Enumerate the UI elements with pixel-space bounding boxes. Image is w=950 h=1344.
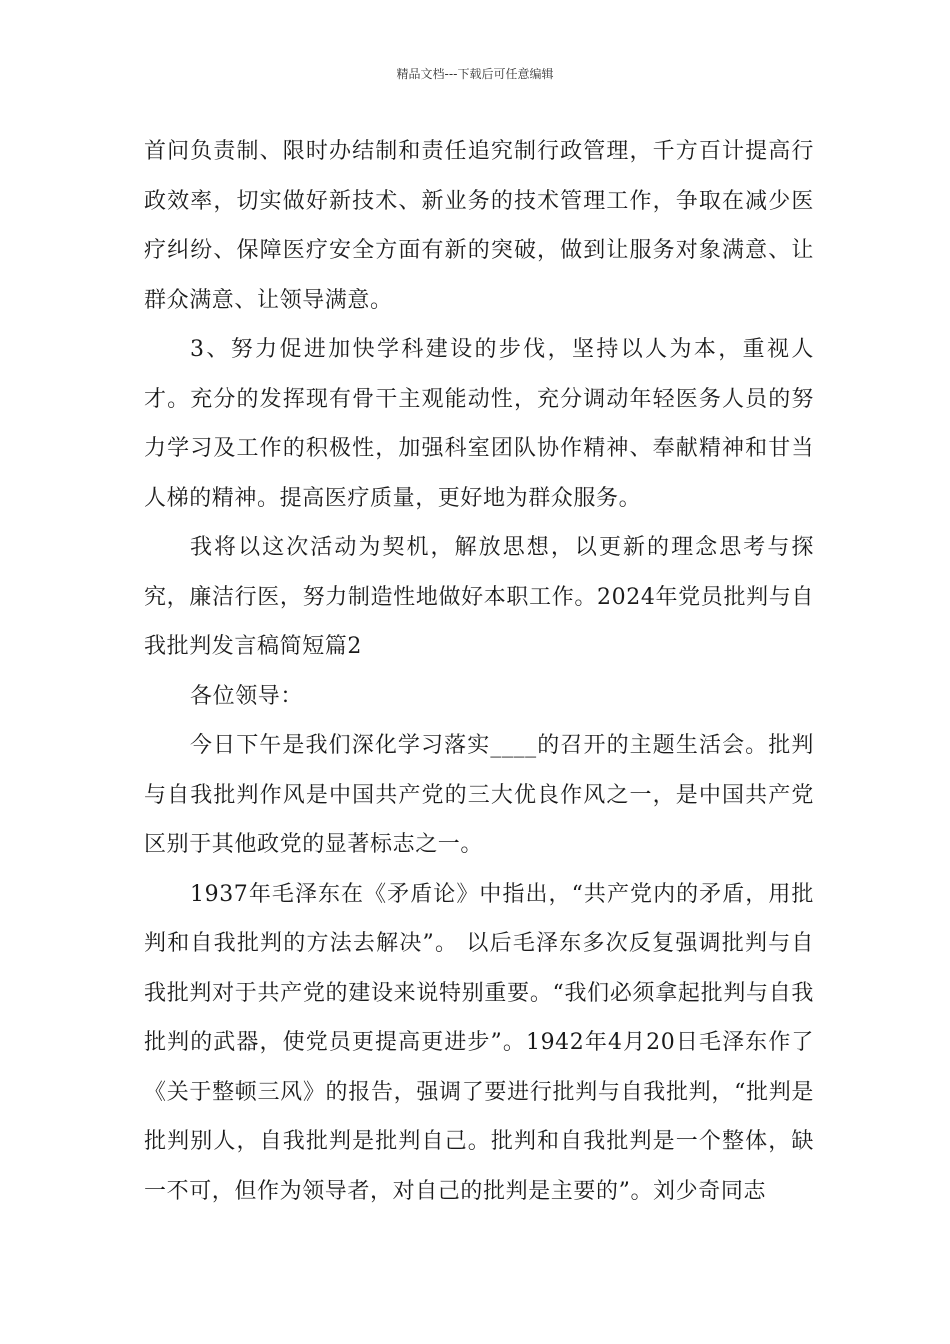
paragraph-item-3: 3、努力促进加快学科建设的步伐，坚持以人为本，重视人才。充分的发挥现有骨干主观能动性，充分调动年轻医务人员的努力学习及工作的积极性，加强科室团队协作精神、奉献精神和甘当人梯的精神。提高医疗质量，更好地为群众服务。	[144, 337, 814, 511]
paragraph-intro: 今日下午是我们深化学习落实____的召开的主题生活会。批判与自我批判作风是中国共产党的三大优良作风之一，是中国共产党区别于其他政党的显著标志之一。	[144, 733, 814, 857]
paragraph-history: 1937年毛泽东在《矛盾论》中指出，“共产党内的矛盾，用批判和自我批判的方法去解决”。 以后毛泽东多次反复强调批判与自我批判对于共产党的建设来说特别重要。“我们必须拿起批判与自我批判的武器，使党员更提高更进步”。1942年4月20日毛泽东作了《关于整顿三风》的报告，强调了要进行批判与自我批判，“批判是批判别人，自我批判是批判自己。批判和自我批判是一个整体，缺一不可，但作为领导者，对自己的批判是主要的”。刘少奇同志	[144, 881, 814, 1204]
page-header: 精品文档---下载后可任意编辑	[396, 67, 554, 81]
paragraph-closing: 我将以这次活动为契机，解放思想，以更新的理念思考与探究，廉洁行医，努力制造性地做好本职工作。2024年党员批判与自我批判发言稿简短篇2	[144, 535, 814, 659]
salutation: 各位领导：	[190, 683, 304, 709]
paragraph-continuation: 首问负责制、限时办结制和责任追究制行政管理，千方百计提高行政效率，切实做好新技术、新业务的技术管理工作，争取在减少医疗纠纷、保障医疗安全方面有新的突破，做到让服务对象满意、让群众满意、让领导满意。	[144, 139, 814, 313]
document-body	[144, 127, 814, 1216]
